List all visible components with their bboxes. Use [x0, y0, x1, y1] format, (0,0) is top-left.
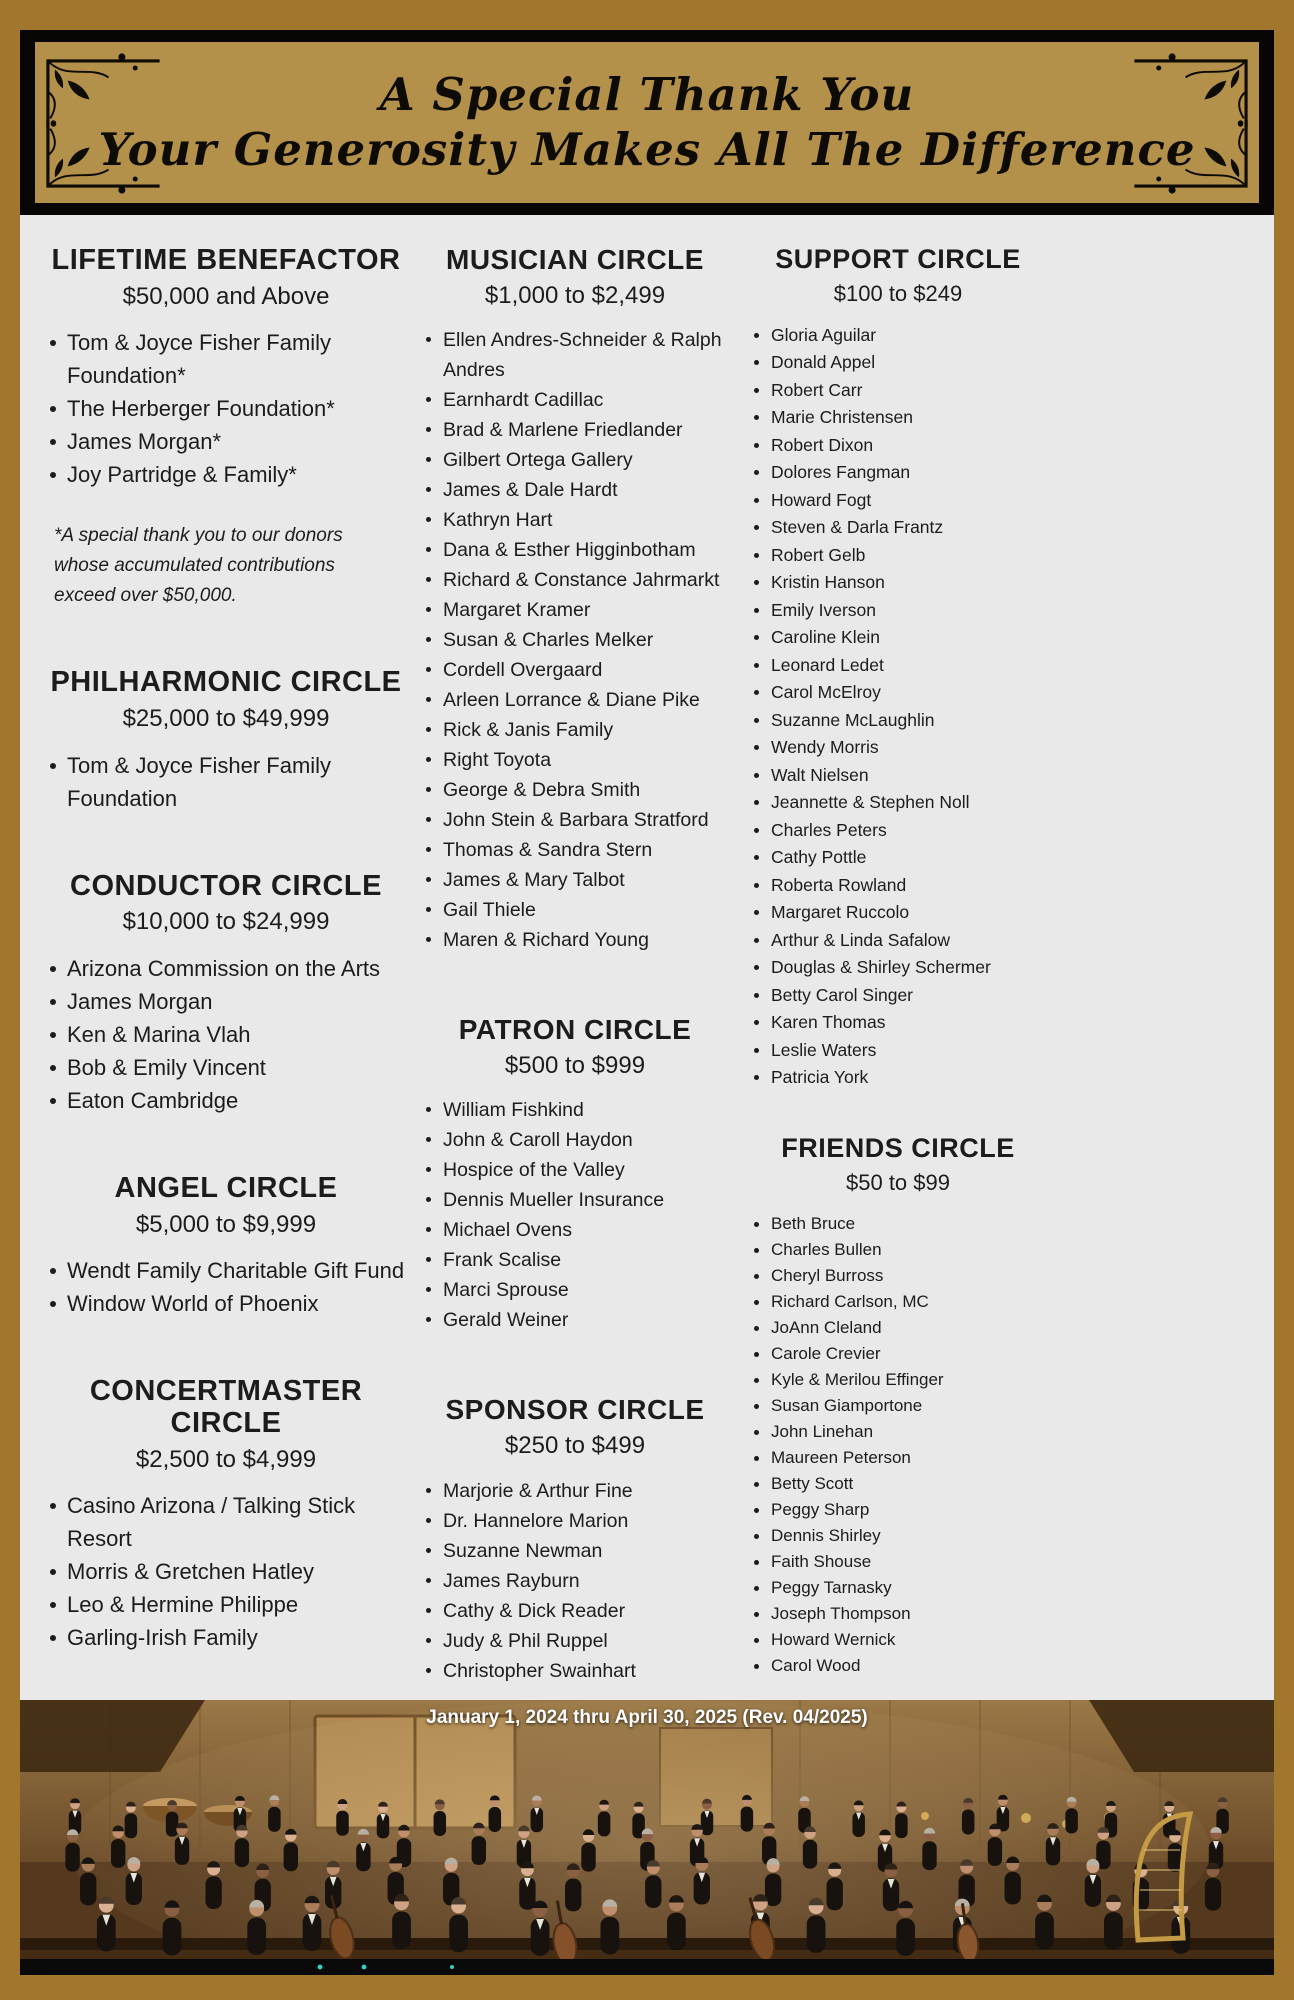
donor-list [744, 1211, 1052, 1679]
donor-name: James & Dale Hardt [424, 475, 734, 505]
donor-name: Arizona Commission on the Arts [48, 952, 412, 985]
donor-name: Gilbert Ortega Gallery [424, 445, 734, 475]
section-range: $50 to $99 [846, 1169, 950, 1195]
donor-name: Window World of Phoenix [48, 1287, 412, 1320]
donor-name: Morris & Gretchen Hatley [48, 1555, 412, 1588]
donor-section [416, 1395, 734, 1685]
donor-column-1 [412, 245, 734, 1700]
donor-name: Ellen Andres-Schneider & Ralph Andres [424, 325, 734, 385]
donor-name: Faith Shouse [752, 1549, 1052, 1575]
donor-name: Kyle & Merilou Effinger [752, 1367, 1052, 1393]
donor-name: Gloria Aguilar [752, 322, 1052, 350]
donor-name: Carol McElroy [752, 679, 1052, 707]
section-title: CONDUCTOR CIRCLE [70, 869, 382, 902]
donor-name: Susan Giamportone [752, 1393, 1052, 1419]
orchestra-photo [20, 1700, 1274, 1975]
donor-name: Roberta Rowland [752, 872, 1052, 900]
donor-name: Walt Nielsen [752, 762, 1052, 790]
orchestra-photo-illustration [20, 1700, 1274, 1975]
donor-name: Dana & Esther Higginbotham [424, 535, 734, 565]
donor-name: Tom & Joyce Fisher Family Foundation* [48, 326, 412, 392]
header-banner [35, 42, 1259, 203]
section-note: *A special thank you to our donors whose accumulated contributions exceed over $50,000. [54, 525, 343, 607]
donor-name: Casino Arizona / Talking Stick Resort [48, 1489, 412, 1555]
donor-section [40, 871, 412, 1117]
donor-name: Joseph Thompson [752, 1601, 1052, 1627]
section-range: $25,000 to $49,999 [122, 705, 330, 733]
donor-list [416, 1476, 734, 1686]
donor-name: Robert Gelb [752, 542, 1052, 570]
donor-name: Gail Thiele [424, 895, 734, 925]
donor-name: Peggy Sharp [752, 1497, 1052, 1523]
section-title: PHILHARMONIC CIRCLE [50, 666, 402, 699]
section-range: $5,000 to $9,999 [135, 1210, 317, 1238]
donor-name: Marci Sprouse [424, 1275, 734, 1305]
donor-section [744, 1134, 1052, 1679]
donor-name: Dr. Hannelore Marion [424, 1506, 734, 1536]
banner-subtitle: Your Generosity Makes All The Difference [98, 122, 1196, 176]
donor-name: Thomas & Sandra Stern [424, 835, 734, 865]
donor-name: Suzanne Newman [424, 1536, 734, 1566]
donor-name: Margaret Ruccolo [752, 899, 1052, 927]
corner-flourish-icon [1132, 116, 1250, 198]
donor-list [744, 322, 1052, 1092]
donor-list [416, 325, 734, 955]
donor-section [416, 245, 734, 955]
header-banner-frame [20, 30, 1274, 215]
donor-name: James Morgan [48, 985, 412, 1018]
section-range: $100 to $249 [833, 280, 963, 306]
donor-name: Judy & Phil Ruppel [424, 1626, 734, 1656]
section-title: MUSICIAN CIRCLE [446, 244, 704, 275]
donor-name: Wendy Morris [752, 734, 1052, 762]
donor-name: Carole Crevier [752, 1341, 1052, 1367]
section-title: PATRON CIRCLE [458, 1014, 692, 1046]
donor-name: George & Debra Smith [424, 775, 734, 805]
donor-name: James Rayburn [424, 1566, 734, 1596]
section-range: $50,000 and Above [122, 282, 330, 310]
donor-list [40, 1489, 412, 1654]
donor-name: Gerald Weiner [424, 1305, 734, 1335]
donor-name: Howard Fogt [752, 487, 1052, 515]
donor-name: Kristin Hanson [752, 569, 1052, 597]
section-title: CONCERTMASTER CIRCLE [89, 1375, 363, 1440]
donor-list [40, 749, 412, 815]
donor-name: Richard Carlson, MC [752, 1289, 1052, 1315]
corner-flourish-icon [44, 116, 162, 198]
donor-section [40, 667, 412, 814]
donor-name: Dennis Mueller Insurance [424, 1185, 734, 1215]
donor-name: Bob & Emily Vincent [48, 1051, 412, 1084]
donor-list [416, 1095, 734, 1335]
donor-name: Douglas & Shirley Schermer [752, 954, 1052, 982]
donor-name: Earnhardt Cadillac [424, 385, 734, 415]
donor-name: Beth Bruce [752, 1211, 1052, 1237]
donor-name: Maren & Richard Young [424, 925, 734, 955]
donor-name: Charles Bullen [752, 1237, 1052, 1263]
donor-name: Wendt Family Charitable Gift Fund [48, 1254, 412, 1287]
donor-name: Christopher Swainhart [424, 1656, 734, 1686]
donor-name: Dennis Shirley [752, 1523, 1052, 1549]
section-title: ANGEL CIRCLE [114, 1171, 338, 1204]
donor-name: Frank Scalise [424, 1245, 734, 1275]
section-range: $2,500 to $4,999 [135, 1445, 317, 1473]
banner-title: A Special Thank You [379, 67, 915, 121]
donor-name: James Morgan* [48, 425, 412, 458]
donor-name: Charles Peters [752, 817, 1052, 845]
section-title: FRIENDS CIRCLE [781, 1132, 1015, 1163]
donor-name: John & Caroll Haydon [424, 1125, 734, 1155]
donor-name: The Herberger Foundation* [48, 392, 412, 425]
section-title: SUPPORT CIRCLE [775, 244, 1021, 274]
donor-name: Michael Ovens [424, 1215, 734, 1245]
donor-name: Maureen Peterson [752, 1445, 1052, 1471]
donor-section [40, 1376, 412, 1654]
donor-name: Ken & Marina Vlah [48, 1018, 412, 1051]
donor-name: Susan & Charles Melker [424, 625, 734, 655]
donor-section [40, 245, 412, 611]
donor-name: Cathy & Dick Reader [424, 1596, 734, 1626]
donor-name: Eaton Cambridge [48, 1084, 412, 1117]
donor-list [40, 1254, 412, 1320]
donor-name: Howard Wernick [752, 1627, 1052, 1653]
donor-column-0 [40, 245, 412, 1700]
donor-name: Betty Scott [752, 1471, 1052, 1497]
donor-column-2 [734, 245, 1052, 1700]
donor-name: Arthur & Linda Safalow [752, 927, 1052, 955]
donor-name: Cheryl Burross [752, 1263, 1052, 1289]
donor-name: John Linehan [752, 1419, 1052, 1445]
section-range: $500 to $999 [504, 1051, 646, 1079]
donor-name: Richard & Constance Jahrmarkt [424, 565, 734, 595]
donor-name: Margaret Kramer [424, 595, 734, 625]
donor-name: Carol Wood [752, 1653, 1052, 1679]
donor-name: Dolores Fangman [752, 459, 1052, 487]
section-title: LIFETIME BENEFACTOR [51, 244, 401, 276]
section-title: SPONSOR CIRCLE [445, 1394, 705, 1426]
donor-name: Robert Dixon [752, 432, 1052, 460]
donor-name: Garling-Irish Family [48, 1621, 412, 1654]
donor-list [40, 326, 412, 491]
donor-name: Hospice of the Valley [424, 1155, 734, 1185]
donor-name: Brad & Marlene Friedlander [424, 415, 734, 445]
donor-name: Tom & Joyce Fisher Family Foundation [48, 749, 412, 815]
donor-name: Donald Appel [752, 349, 1052, 377]
donor-section [744, 245, 1052, 1092]
donor-name: Karen Thomas [752, 1009, 1052, 1037]
donor-section [416, 1015, 734, 1335]
section-range: $1,000 to $2,499 [484, 281, 666, 309]
donor-section [40, 1173, 412, 1320]
donor-name: Patricia York [752, 1064, 1052, 1092]
donor-name: Peggy Tarnasky [752, 1575, 1052, 1601]
donor-name: Rick & Janis Family [424, 715, 734, 745]
donor-name: Leonard Ledet [752, 652, 1052, 680]
donor-name: Arleen Lorrance & Diane Pike [424, 685, 734, 715]
donor-list [40, 952, 412, 1117]
donor-name: Caroline Klein [752, 624, 1052, 652]
donor-name: Kathryn Hart [424, 505, 734, 535]
donor-name: Cathy Pottle [752, 844, 1052, 872]
donor-name: Marjorie & Arthur Fine [424, 1476, 734, 1506]
section-range: $10,000 to $24,999 [122, 908, 330, 936]
donor-name: Suzanne McLaughlin [752, 707, 1052, 735]
donor-name: Betty Carol Singer [752, 982, 1052, 1010]
donor-name: Emily Iverson [752, 597, 1052, 625]
photo-caption: January 1, 2024 thru April 30, 2025 (Rev. 04/2025) [426, 1707, 868, 1728]
section-range: $250 to $499 [504, 1432, 646, 1460]
donor-name: John Stein & Barbara Stratford [424, 805, 734, 835]
donor-name: William Fishkind [424, 1095, 734, 1125]
donor-name: James & Mary Talbot [424, 865, 734, 895]
donor-columns [20, 215, 1274, 1700]
donor-name: Joy Partridge & Family* [48, 458, 412, 491]
donor-name: Cordell Overgaard [424, 655, 734, 685]
donor-name: Leo & Hermine Philippe [48, 1588, 412, 1621]
donor-name: Right Toyota [424, 745, 734, 775]
donor-name: JoAnn Cleland [752, 1315, 1052, 1341]
donor-name: Leslie Waters [752, 1037, 1052, 1065]
donor-name: Marie Christensen [752, 404, 1052, 432]
donor-name: Steven & Darla Frantz [752, 514, 1052, 542]
donor-name: Robert Carr [752, 377, 1052, 405]
donor-name: Jeannette & Stephen Noll [752, 789, 1052, 817]
